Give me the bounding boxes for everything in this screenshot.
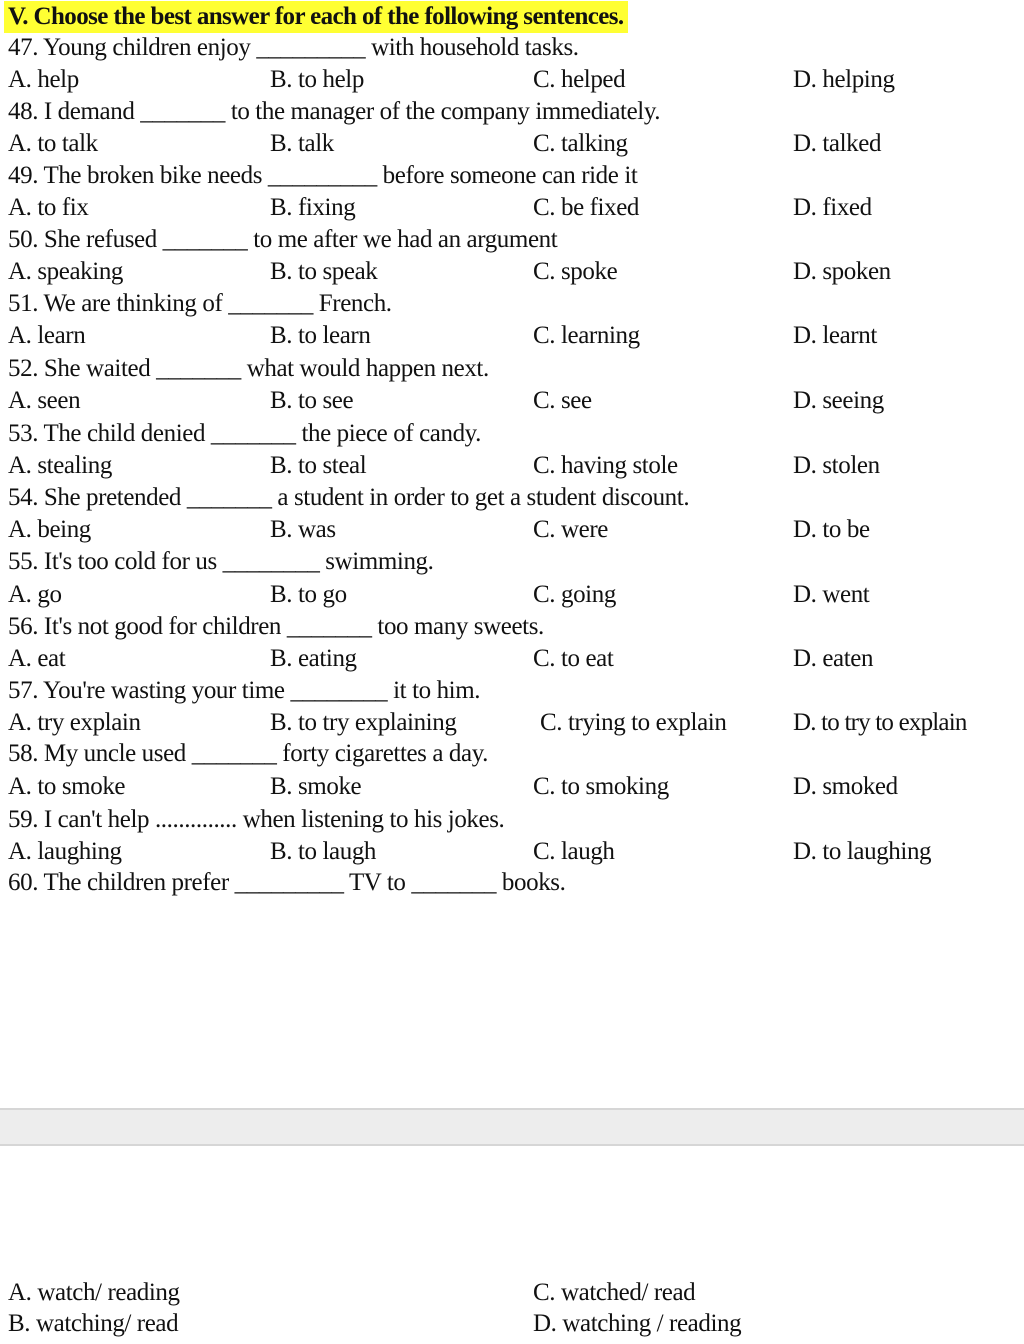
- options-row-47: [0, 64, 1024, 96]
- option-d: D. to be: [793, 516, 870, 543]
- option-d: D. helping: [793, 66, 895, 93]
- question-48: 48. I demand _______ to the manager of the company immediately.: [8, 98, 661, 125]
- options-row-60-second: [0, 1308, 1024, 1340]
- option-b: B. fixing: [270, 194, 356, 221]
- question-47: 47. Young children enjoy _________ with household tasks.: [8, 34, 579, 61]
- question-53: 53. The child denied _______ the piece of candy.: [8, 420, 482, 447]
- option-d: D. to laughing: [793, 838, 932, 865]
- option-b: B. was: [270, 516, 336, 543]
- option-a: A. go: [8, 581, 62, 608]
- question-57: 57. You're wasting your time ________ it to him.: [8, 677, 481, 704]
- question-52: 52. She waited _______ what would happen next.: [8, 355, 489, 382]
- option-d: D. spoken: [793, 258, 891, 285]
- option-a: A. eat: [8, 645, 66, 672]
- option-d: D. watching / reading: [533, 1310, 742, 1337]
- option-b: B. to learn: [270, 322, 371, 349]
- option-c: C. trying to explain: [540, 709, 727, 736]
- options-row-52: [0, 385, 1024, 417]
- option-a: A. speaking: [8, 258, 124, 285]
- option-b: B. watching/ read: [8, 1310, 179, 1337]
- option-a: A. try explain: [8, 709, 141, 736]
- option-d: D. fixed: [793, 194, 872, 221]
- options-row-48: [0, 128, 1024, 160]
- options-row-57: [0, 707, 1024, 739]
- option-d: D. learnt: [793, 322, 877, 349]
- option-c: C. laugh: [533, 838, 615, 865]
- option-d: D. to try to explain: [793, 709, 967, 736]
- option-c: C. were: [533, 516, 608, 543]
- option-a: A. learn: [8, 322, 86, 349]
- option-c: C. to eat: [533, 645, 614, 672]
- option-a: A. seen: [8, 387, 81, 414]
- option-a: A. laughing: [8, 838, 122, 865]
- option-a: A. to fix: [8, 194, 89, 221]
- section-heading: V. Choose the best answer for each of the following sentences.: [4, 1, 628, 33]
- options-row-49: [0, 192, 1024, 224]
- options-row-53: [0, 450, 1024, 482]
- option-b: B. smoke: [270, 773, 362, 800]
- option-c: C. going: [533, 581, 616, 608]
- question-56: 56. It's not good for children _______ too many sweets.: [8, 613, 544, 640]
- options-row-54: [0, 514, 1024, 546]
- option-b: B. to help: [270, 66, 364, 93]
- question-54: 54. She pretended _______ a student in order to get a student discount.: [8, 484, 690, 511]
- option-b: B. to speak: [270, 258, 378, 285]
- question-58: 58. My uncle used _______ forty cigarettes a day.: [8, 740, 489, 767]
- question-50: 50. She refused _______ to me after we had an argument: [8, 226, 558, 253]
- question-51: 51. We are thinking of _______ French.: [8, 290, 392, 317]
- question-60: 60. The children prefer _________ TV to _______ books.: [8, 869, 566, 896]
- option-d: D. seeing: [793, 387, 884, 414]
- option-a: A. stealing: [8, 452, 112, 479]
- document-page-lower: [0, 1146, 1024, 1344]
- options-row-55: [0, 579, 1024, 611]
- option-c: C. see: [533, 387, 592, 414]
- option-b: B. to laugh: [270, 838, 377, 865]
- option-c: C. watched/ read: [533, 1279, 696, 1306]
- option-c: C. be fixed: [533, 194, 639, 221]
- question-49: 49. The broken bike needs _________ before someone can ride it: [8, 162, 638, 189]
- option-c: C. spoke: [533, 258, 618, 285]
- option-a: A. to smoke: [8, 773, 126, 800]
- option-b: B. eating: [270, 645, 357, 672]
- option-a: A. being: [8, 516, 91, 543]
- option-b: B. to go: [270, 581, 347, 608]
- option-b: B. to see: [270, 387, 354, 414]
- option-a: A. watch/ reading: [8, 1279, 180, 1306]
- question-59: 59. I can't help .............. when listening to his jokes.: [8, 806, 505, 833]
- option-b: B. to steal: [270, 452, 367, 479]
- options-row-51: [0, 320, 1024, 352]
- options-row-50: [0, 256, 1024, 288]
- options-row-56: [0, 643, 1024, 675]
- option-c: C. learning: [533, 322, 640, 349]
- option-b: B. talk: [270, 130, 334, 157]
- option-c: C. talking: [533, 130, 628, 157]
- option-d: D. smoked: [793, 773, 898, 800]
- option-c: C. helped: [533, 66, 626, 93]
- options-row-58: [0, 771, 1024, 803]
- option-a: A. help: [8, 66, 79, 93]
- options-row-60-first: [0, 1277, 1024, 1309]
- option-d: D. talked: [793, 130, 882, 157]
- option-d: D. went: [793, 581, 870, 608]
- option-d: D. stolen: [793, 452, 880, 479]
- option-b: B. to try explaining: [270, 709, 457, 736]
- option-d: D. eaten: [793, 645, 874, 672]
- option-a: A. to talk: [8, 130, 98, 157]
- options-row-59: [0, 836, 1024, 868]
- page-break-divider: [0, 1108, 1024, 1146]
- question-55: 55. It's too cold for us ________ swimming.: [8, 548, 434, 575]
- option-c: C. having stole: [533, 452, 678, 479]
- option-c: C. to smoking: [533, 773, 669, 800]
